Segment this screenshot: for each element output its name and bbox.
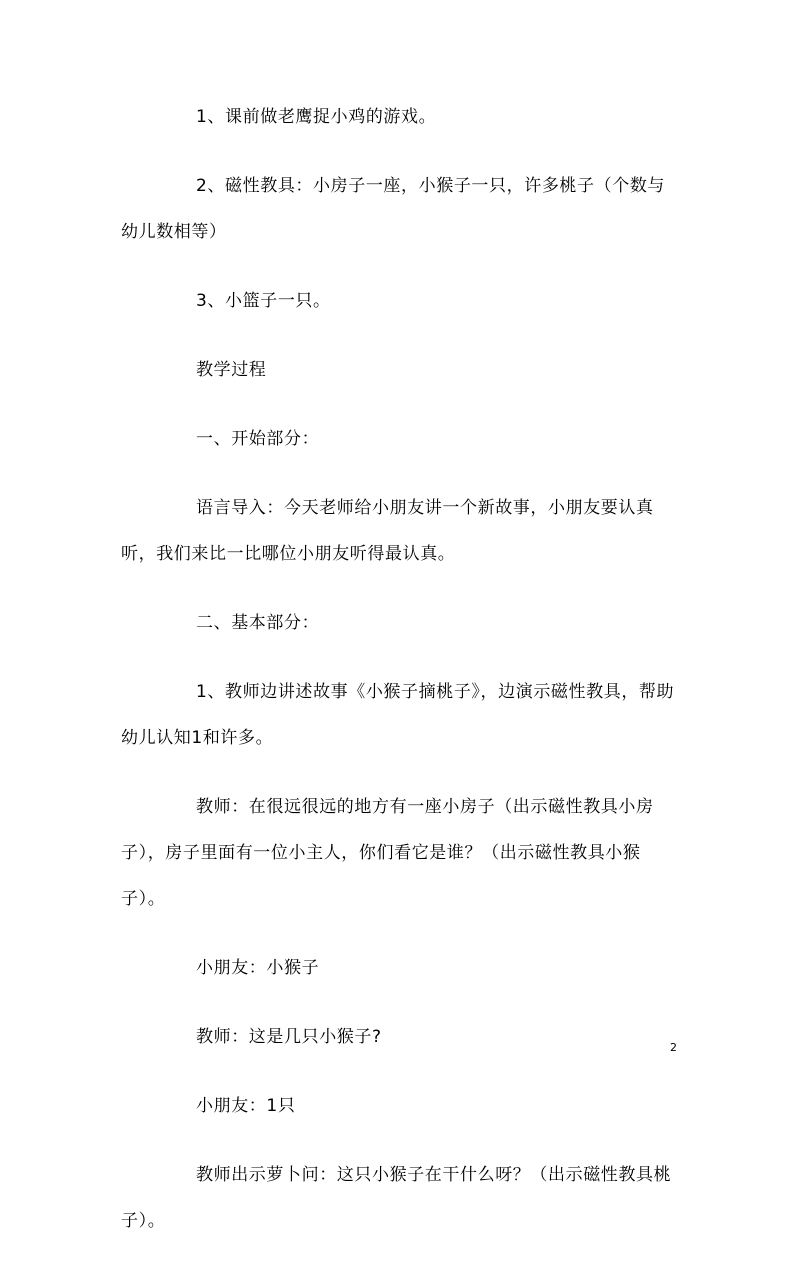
paragraph: 语言导入：今天老师给小朋友讲一个新故事，小朋友要认真听，我们来比一比哪位小朋友听得最认真。 <box>121 498 654 564</box>
paragraph: 1、教师边讲述故事《小猴子摘桃子》，边演示磁性教具，帮助幼儿认知1和许多。 <box>121 682 675 748</box>
dialogue-line: 教师出示萝卜问：这只小猴子在干什么呀？（出示磁性教具桃子）。 <box>121 1165 672 1231</box>
dialogue-line: 小朋友：1只 <box>196 1096 296 1116</box>
section-heading: 一、开始部分： <box>196 429 320 449</box>
dialogue-line: 教师：在很远很远的地方有一座小房子（出示磁性教具小房子），房子里面有一位小主人，你们看它是谁？（出示磁性教具小猴子）。 <box>121 797 654 909</box>
section-heading: 二、基本部分： <box>196 613 320 633</box>
paragraph: 1、课前做老鹰捉小鸡的游戏。 <box>196 107 437 127</box>
paragraph: 2、磁性教具：小房子一座，小猴子一只，许多桃子（个数与幼儿数相等） <box>121 176 666 242</box>
section-heading: 教学过程 <box>196 360 267 380</box>
page-number: 2 <box>670 1041 677 1054</box>
dialogue-line: 小朋友：小猴子 <box>196 958 320 978</box>
dialogue-line: 教师：这是几只小猴子? <box>196 1027 382 1047</box>
document-body <box>121 94 676 1267</box>
paragraph: 3、小篮子一只。 <box>196 291 331 311</box>
